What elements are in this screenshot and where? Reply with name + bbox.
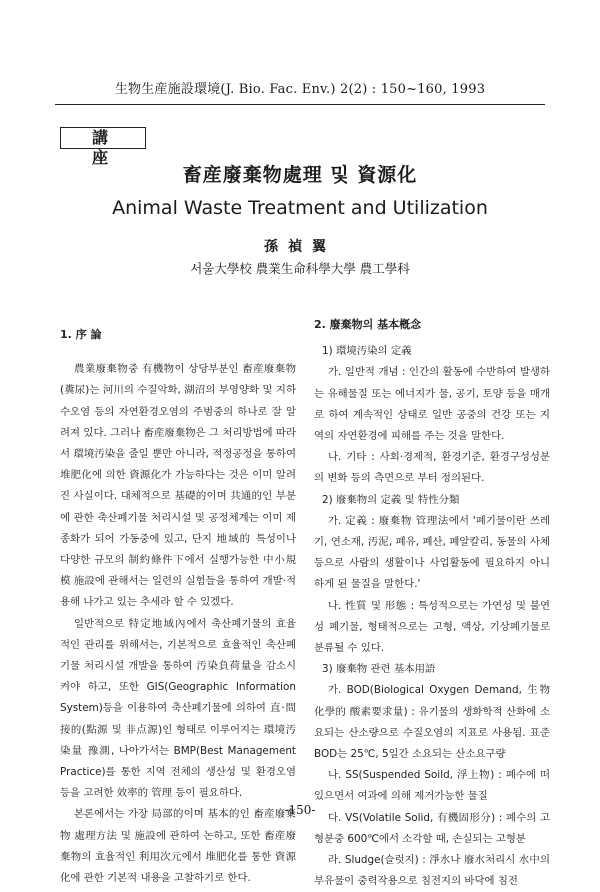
section-heading-intro: 1. 序 論 (60, 328, 102, 341)
page-number: -150- (284, 803, 316, 817)
section-heading-concepts: 2. 廢棄物의 基本槪念 (314, 318, 422, 331)
item-ra-3: 라. Sludge(슬럿지) : 淨水나 廢水처리시 水中의 부유물이 중력작용으로 침전지의 바닥에 침전 (314, 854, 550, 888)
paragraph-intro-3: 본론에서는 가장 局部的이며 基本的인 畜産廢棄物 處理方法 및 施設에 관하여 논하고, 또한 畜産廢棄物의 효율적인 利用次元에서 堆肥化를 통한 資源化에 관한 기본적 내용을 고찰하기로 한다. (60, 808, 296, 885)
item-da-3: 다. VS(Volatile Solid, 有機固形分) : 폐수의 고형분중 600℃에서 소각할 때, 손실되는 고형분 (314, 811, 550, 845)
subsection-heading-3: 3) 廢棄物 관련 基本用語 (322, 663, 436, 676)
subsection-heading-2: 2) 廢棄物의 定義 및 特性分類 (322, 493, 460, 506)
affiliation: 서울大學校 農業生命科學大學 農工學科 (190, 261, 410, 276)
item-ga-1: 가. 일반적 개념 : 인간의 활동에 수반하여 발생하는 유해물질 또는 에너지가 물, 공기, 토양 등을 매개로 하여 계속적인 상태로 일반 공중의 건강 또는 지역의 자연환경에 피해를 주는 것을 말한다. (314, 366, 550, 443)
paragraph-intro-1: 農業廢棄物중 有機物이 상당부분인 畜産廢棄物(糞尿)는 河川의 수질악화, 湖沼의 부영양화 및 지하수오염 등의 자연환경오염의 주범중의 하나로 잘 알려져 있다. 그러나 畜産廢棄物은 그 처리방법에 따라서 環境汚染을 줄일 뿐만 아니라, 적정공정을 통하여 堆肥化에 의한 資源化가 가능하다는 것은 이미 알려진 사실이다. 대체적으로 基礎的이며 共通的인 부분에 관한 축산폐기물 처리시설 및 공정체계는 이미 제종화가 되어 가동중에 있고, 단지 地域的 특성이나 다양한 규모의 制約條件下에서 실행가능한 中小規模 施設에 관해서는 일련의 실험들을 통하여 개발·적용해 나가고 있는 추세라 할 수 있겠다. (60, 363, 296, 609)
journal-header: 生物生産施設環境(J. Bio. Fac. Env.) 2(2) : 150~160, 1993 (114, 82, 486, 97)
subsection-heading-1: 1) 環境汚染의 定義 (322, 345, 412, 358)
title-english: Animal Waste Treatment and Utilization (112, 197, 488, 219)
item-na-1: 나. 기타 : 사회·경제적, 환경기준, 환경구성성분의 변화 등의 측면으로 부터 정의된다. (314, 451, 550, 485)
paragraph-intro-2: 일반적으로 特定地域內에서 축산폐기물의 효율적인 관리를 위해서는, 기본적으로 효율적인 축산폐기물 처리시설 개발을 통하여 汚染負荷量을 감소시켜야 하고, 또한 GIS(Geographic Information System)등을 이용하여 축산폐기물에 의하여 直·間接的(點源 및 非点源)인 형태로 이루어지는 環境汚染量 豫測, 나아가서는 BMP(Best Management Practice)를 통한 지역 전체의 생산성 및 환경오염 등을 고려한 效率的 管理 등이 필요하다. (60, 617, 296, 800)
header-rule (55, 104, 545, 105)
item-ga-2: 가. 定義 : 廢棄物 管理法에서 '폐기물이란 쓰레기, 연소재, 汚泥, 폐유, 폐산, 폐알칼리, 동물의 사체 등으로 사람의 생활이나 사업활동에 필요하지 아니하게 된 물질을 말한다.' (314, 514, 550, 591)
item-na-2: 나. 性質 및 形態 : 특성적으로는 가연성 및 불연성 폐기물, 형태적으로는 고형, 액상, 기상폐기물로 분류될 수 있다. (314, 599, 550, 655)
title-korean: 畜産廢棄物處理 및 資源化 (182, 164, 418, 186)
section-label: 講座 (60, 127, 146, 149)
item-na-3: 나. SS(Suspended Soild, 浮上物) : 폐수에 떠 있으면서 여과에 의해 제거가능한 물질 (314, 769, 550, 803)
item-ga-3: 가. BOD(Biological Oxygen Demand, 生物化學的 酸素要求量) : 유기물의 생화학적 산화에 소요되는 산소량으로 수질오염의 지표로 사용됨. 표준 BOD는 25℃, 5일간 소요되는 산소요구량 (314, 684, 550, 761)
author: 孫禎翼 (264, 239, 336, 255)
